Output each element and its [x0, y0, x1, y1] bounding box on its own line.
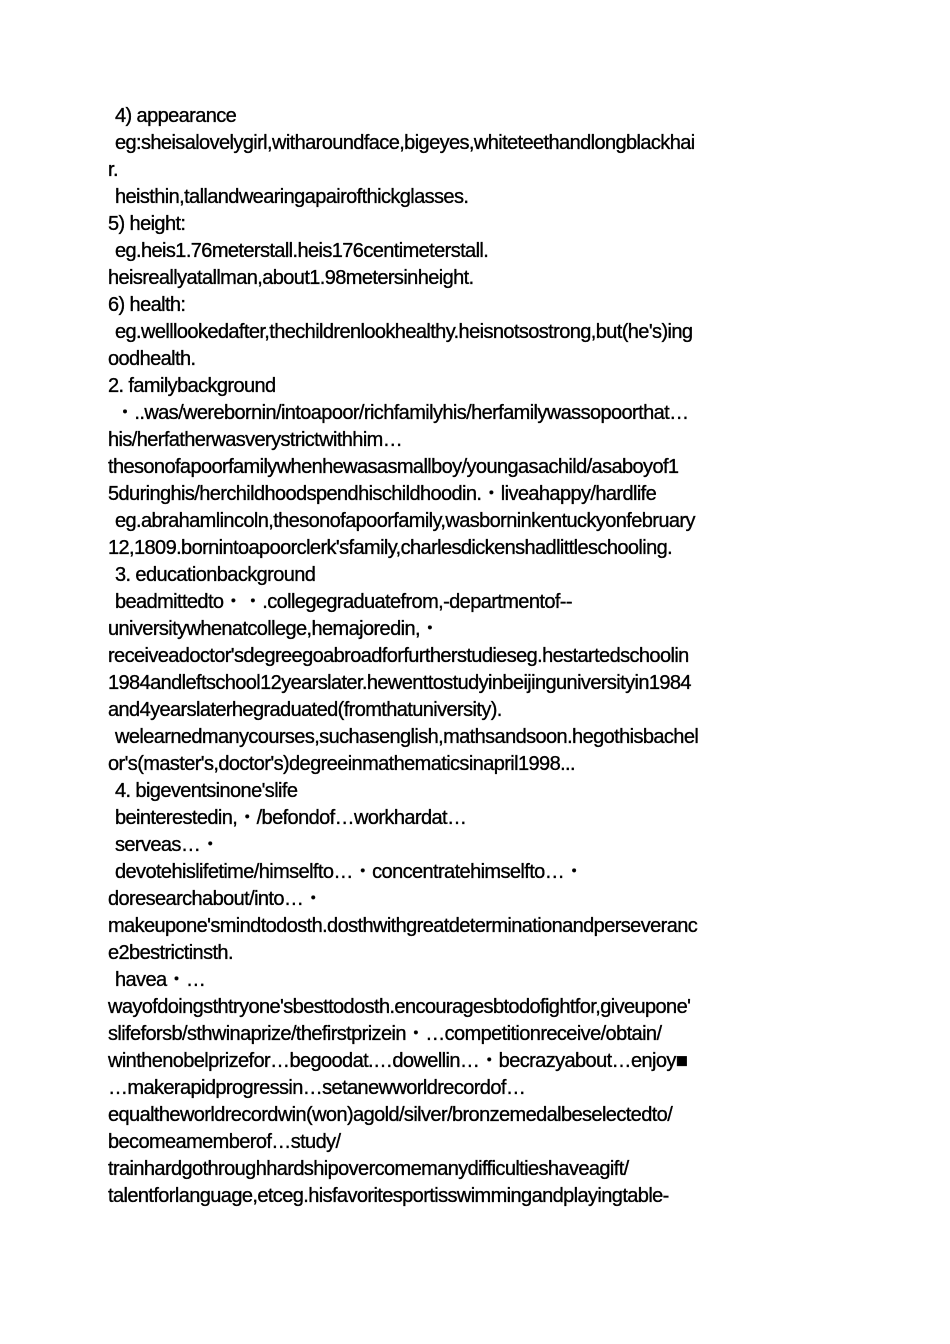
text-line: 3. educationbackground	[115, 564, 316, 586]
text-line: …makerapidprogressin…setanewworldrecordof…	[108, 1077, 526, 1099]
text-line: talentforlanguage,etceg.hisfavoritesportisswimmingandplayingtable-	[108, 1185, 669, 1207]
text-line: 2. familybackground	[108, 375, 276, 397]
text-line: his/herfatherwasverystrictwithhim…	[108, 429, 403, 451]
text-line: slifeforsb/sthwinaprize/thefirstprizein・…competitionreceive/obtain/	[108, 1023, 662, 1045]
text-line: eg.welllookedafter,thechildrenlookhealthy.heisnotsostrong,but(he's)ing	[115, 321, 693, 343]
text-line: ・..was/werebornin/intoapoor/richfamilyhis/herfamilywassopoorthat…	[115, 402, 689, 424]
text-line: devotehislifetime/himselfto…・concentratehimselfto…・	[115, 861, 584, 883]
text-line: winthenobelprizefor…begoodat.…dowellin…・becrazyabout…enjoy■	[108, 1050, 688, 1072]
text-line: equaltheworldrecordwin(won)agold/silver/bronzemedalbeselectedto/	[108, 1104, 673, 1126]
text-line: 5duringhis/herchildhoodspendhischildhoodin.・liveahappy/hardlife	[108, 483, 657, 505]
text-line: welearnedmanycourses,suchasenglish,mathsandsoon.hegothisbachel	[115, 726, 699, 748]
text-line: r.	[108, 159, 118, 181]
text-line: serveas…・	[115, 834, 220, 856]
text-line: makeupone'smindtodosth.dosthwithgreatdeterminationandperseveranc	[108, 915, 698, 937]
text-line: receiveadoctor'sdegreegoabroadforfurtherstudieseg.hestartedschoolin	[108, 645, 689, 667]
text-line: 1984andleftschool12yearslater.hewenttostudyinbeijinguniversityin1984	[108, 672, 691, 694]
text-line: oodhealth.	[108, 348, 196, 370]
text-line: wayofdoingsthtryone'sbesttodosth.encouragesbtodofightfor,giveupone'	[108, 996, 691, 1018]
text-line: or's(master's,doctor's)degreeinmathematicsinapril1998...	[108, 753, 575, 775]
text-line: 12,1809.bornintoapoorclerk'sfamily,charlesdickenshadlittleschooling.	[108, 537, 673, 559]
text-line: trainhardgothroughhardshipovercomemanydifficultieshaveagift/	[108, 1158, 629, 1180]
text-line: thesonofapoorfamilywhenhewasasmallboy/youngasachild/asaboyof1	[108, 456, 679, 478]
text-line: eg.abrahamlincoln,thesonofapoorfamily,wasborninkentuckyonfebruary	[115, 510, 695, 532]
text-line: eg:sheisalovelygirl,witharoundface,bigeyes,whiteteethandlongblackhai	[115, 132, 695, 154]
text-line: universitywhenatcollege,hemajoredin,・	[108, 618, 440, 640]
text-line: and4yearslaterhegraduated(fromthatuniversity).	[108, 699, 502, 721]
text-line: beinterestedin,・/befondof…workhardat…	[115, 807, 467, 829]
text-line: heisthin,tallandwearingapairofthickglasses.	[115, 186, 469, 208]
text-line: becomeamemberof…study/	[108, 1131, 341, 1153]
text-line: beadmittedto・・.collegegraduatefrom,-departmentof--	[115, 591, 572, 613]
text-line: doresearchabout/into…・	[108, 888, 323, 910]
document-body	[108, 103, 848, 1210]
text-line: 5) height:	[108, 213, 186, 235]
text-line: heisreallyatallman,about1.98metersinheight.	[108, 267, 474, 289]
text-line: 4. bigeventsinone'slife	[115, 780, 298, 802]
text-line: eg.heis1.76meterstall.heis176centimeterstall.	[115, 240, 489, 262]
text-line: havea・…	[115, 969, 206, 991]
text-line: 4) appearance	[115, 105, 237, 127]
text-line: e2bestrictinsth.	[108, 942, 233, 964]
text-line: 6) health:	[108, 294, 186, 316]
